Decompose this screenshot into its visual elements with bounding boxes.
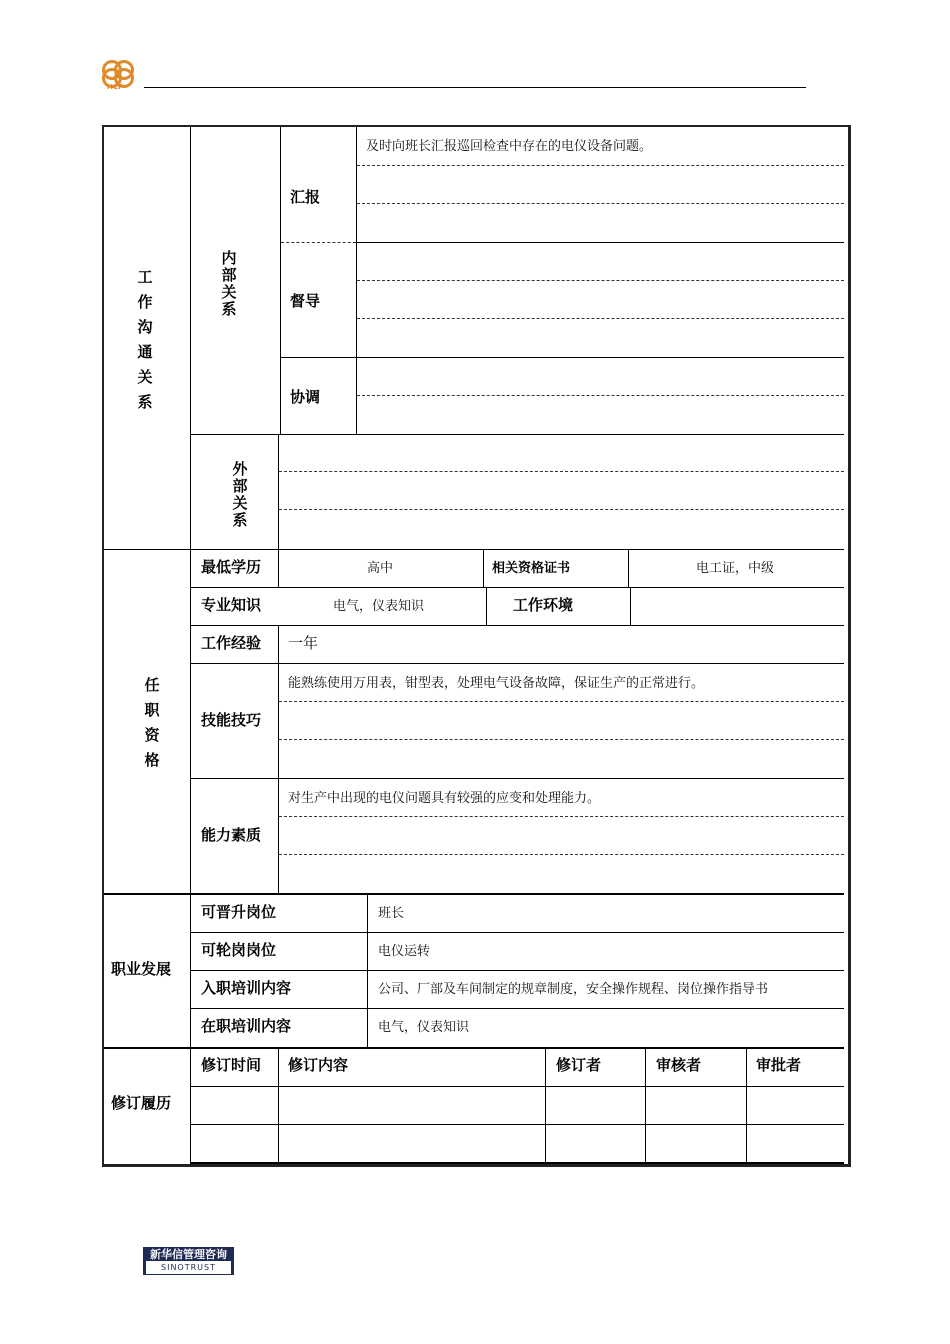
rotation-label: 可轮岗岗位 [201, 941, 277, 959]
inservice-training-value: 电气，仪表知识 [378, 1020, 470, 1035]
revision-header-approver: 审批者 [756, 1056, 802, 1074]
external-relations-label: 外部关系 [232, 460, 248, 529]
revision-header-content: 修订内容 [288, 1056, 349, 1074]
promotion-value: 班长 [378, 906, 405, 921]
certificate-value: 电工证，中级 [696, 561, 775, 576]
logo-text: HCF [107, 83, 123, 91]
footer-logo-line1: 新华信管理咨询 [150, 1248, 227, 1261]
education-value: 高中 [367, 561, 394, 576]
knowledge-label: 专业知识 [201, 596, 262, 614]
experience-label: 工作经验 [201, 634, 262, 652]
onboard-training-label: 入职培训内容 [201, 979, 292, 997]
certificate-label: 相关资格证书 [492, 561, 571, 576]
inservice-training-label: 在职培训内容 [201, 1017, 292, 1035]
skills-value: 能熟练使用万用表，钳型表，处理电气设备故障，保证生产的正常进行。 [288, 676, 705, 691]
revision-header-reviser: 修订者 [556, 1056, 602, 1074]
skills-label: 技能技巧 [201, 711, 262, 729]
footer-logo-line2: SINOTRUST [146, 1261, 231, 1274]
promotion-label: 可晋升岗位 [201, 903, 277, 921]
supervise-label: 督导 [290, 292, 321, 310]
ability-label: 能力素质 [201, 826, 262, 844]
sinotrust-logo [143, 1247, 234, 1275]
qualifications-title: 任职资格 [144, 676, 160, 769]
rotation-value: 电仪运转 [378, 944, 431, 959]
header-rule [144, 87, 806, 88]
revision-header-reviewer: 审核者 [656, 1056, 702, 1074]
career-title: 职业发展 [111, 960, 172, 978]
education-label: 最低学历 [201, 558, 262, 576]
ability-value: 对生产中出现的电仪问题具有较强的应变和处理能力。 [288, 791, 601, 806]
environment-label: 工作环境 [513, 596, 574, 614]
revision-header-time: 修订时间 [201, 1056, 262, 1074]
report-label: 汇报 [290, 188, 321, 206]
report-text: 及时向班长汇报巡回检查中存在的电仪设备问题。 [366, 139, 653, 154]
internal-relations-label: 内部关系 [221, 249, 237, 318]
coordinate-label: 协调 [290, 388, 321, 406]
experience-value: 一年 [288, 634, 319, 652]
communication-title: 工作沟通关系 [137, 268, 153, 411]
knowledge-value: 电气，仪表知识 [333, 599, 425, 614]
onboard-training-value: 公司、厂部及车间制定的规章制度，安全操作规程、岗位操作指导书 [378, 982, 769, 997]
revision-title: 修订履历 [111, 1094, 172, 1112]
